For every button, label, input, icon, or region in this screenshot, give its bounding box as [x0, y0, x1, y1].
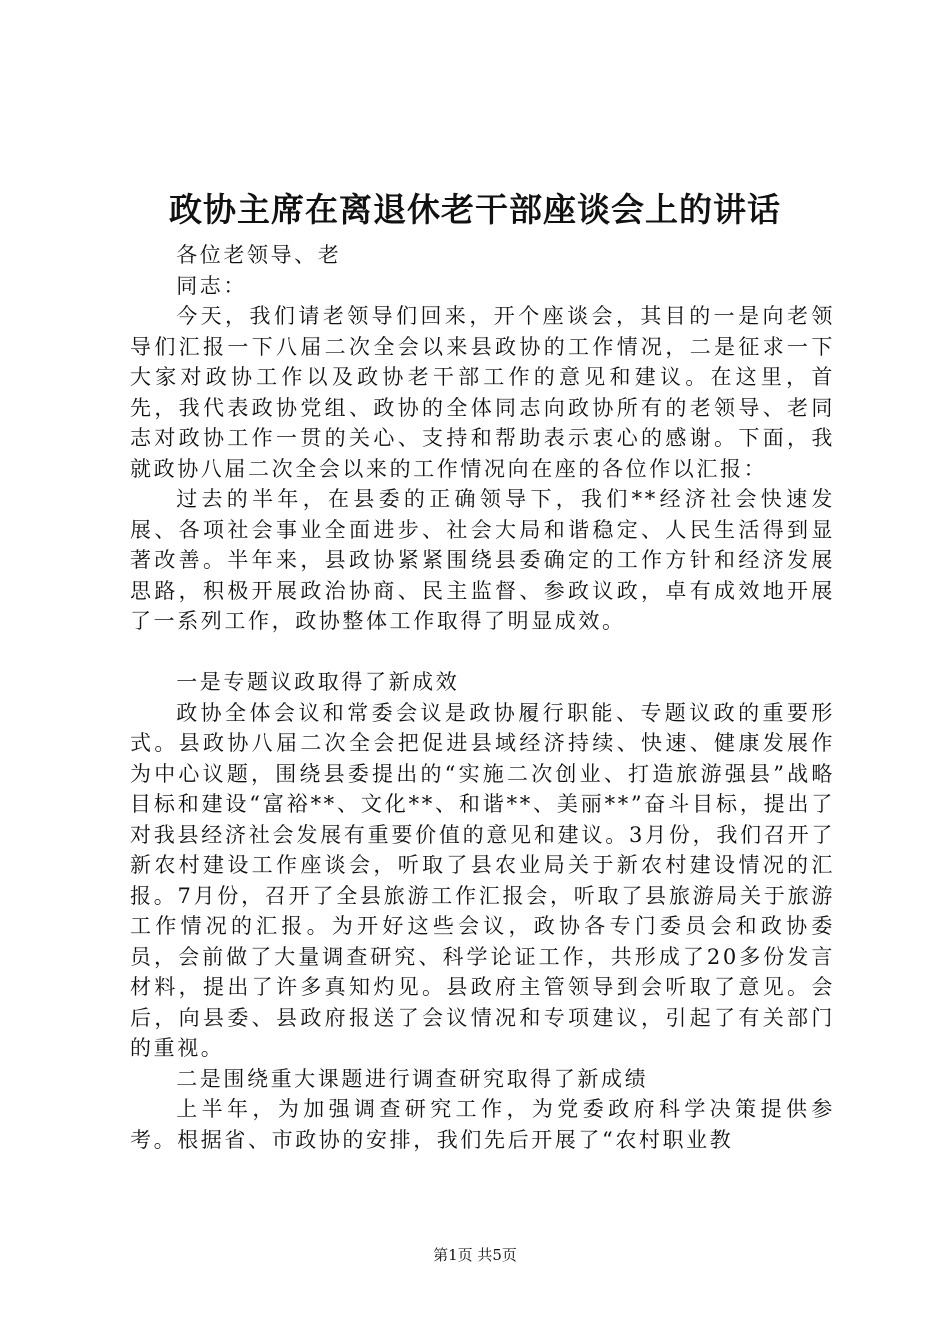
page-footer: 第1页 共5页 — [433, 1246, 517, 1264]
section-heading-2: 二是围绕重大课题进行调查研究取得了新成绩 — [176, 1066, 649, 1091]
paragraph: 上半年，为加强调查研究工作，为党委政府科学决策提供参考。根据省、市政协的安排，我们先后开展了“农村职业教 — [130, 1097, 835, 1152]
document-body — [130, 240, 835, 1155]
blank-line — [130, 637, 835, 668]
salutation-line-1: 各位老领导、老 — [176, 243, 342, 267]
section-heading-1: 一是专题议政取得了新成效 — [176, 670, 460, 694]
paragraph: 政协全体会议和常委会议是政协履行职能、专题议政的重要形式。县政协八届二次全会把促进县域经济持续、快速、健康发展作为中心议题，围绕县委提出的“实施二次创业、打造旅游强县”战略目标和建设“富裕**、文化**、和谐**、美丽**”奋斗目标，提出了对我县经济社会发展有重要价值的意见和建议。3月份，我们召开了新农村建设工作座谈会，听取了县农业局关于新农村建设情况的汇报。7月份，召开了全县旅游工作汇报会，听取了县旅游局关于旅游工作情况的汇报。为开好这些会议，政协各专门委员会和政协委员，会前做了大量调查研究、科学论证工作，共形成了20多份发言材料，提出了许多真知灼见。县政府主管领导到会听取了意见。会后，向县委、县政府报送了会议情况和专项建议，引起了有关部门的重视。 — [130, 700, 835, 1060]
paragraph: 今天，我们请老领导们回来，开个座谈会，其目的一是向老领导们汇报一下八届二次全会以来县政协的工作情况，二是征求一下大家对政协工作以及政协老干部工作的意见和建议。在这里，首先，我代表政协党组、政协的全体同志向政协所有的老领导、老同志对政协工作一贯的关心、支持和帮助表示衷心的感谢。下面，我就政协八届二次全会以来的工作情况向在座的各位作以汇报： — [130, 304, 835, 481]
document-title: 政协主席在离退休老干部座谈会上的讲话 — [169, 190, 781, 229]
paragraph: 过去的半年，在县委的正确领导下，我们**经济社会快速发展、各项社会事业全面进步、社会大局和谐稳定、人民生活得到显著改善。半年来，县政协紧紧围绕县委确定的工作方针和经济发展思路，积极开展政治协商、民主监督、参政议政，卓有成效地开展了一系列工作，政协整体工作取得了明显成效。 — [130, 487, 835, 633]
salutation-line-2: 同志： — [176, 273, 247, 298]
